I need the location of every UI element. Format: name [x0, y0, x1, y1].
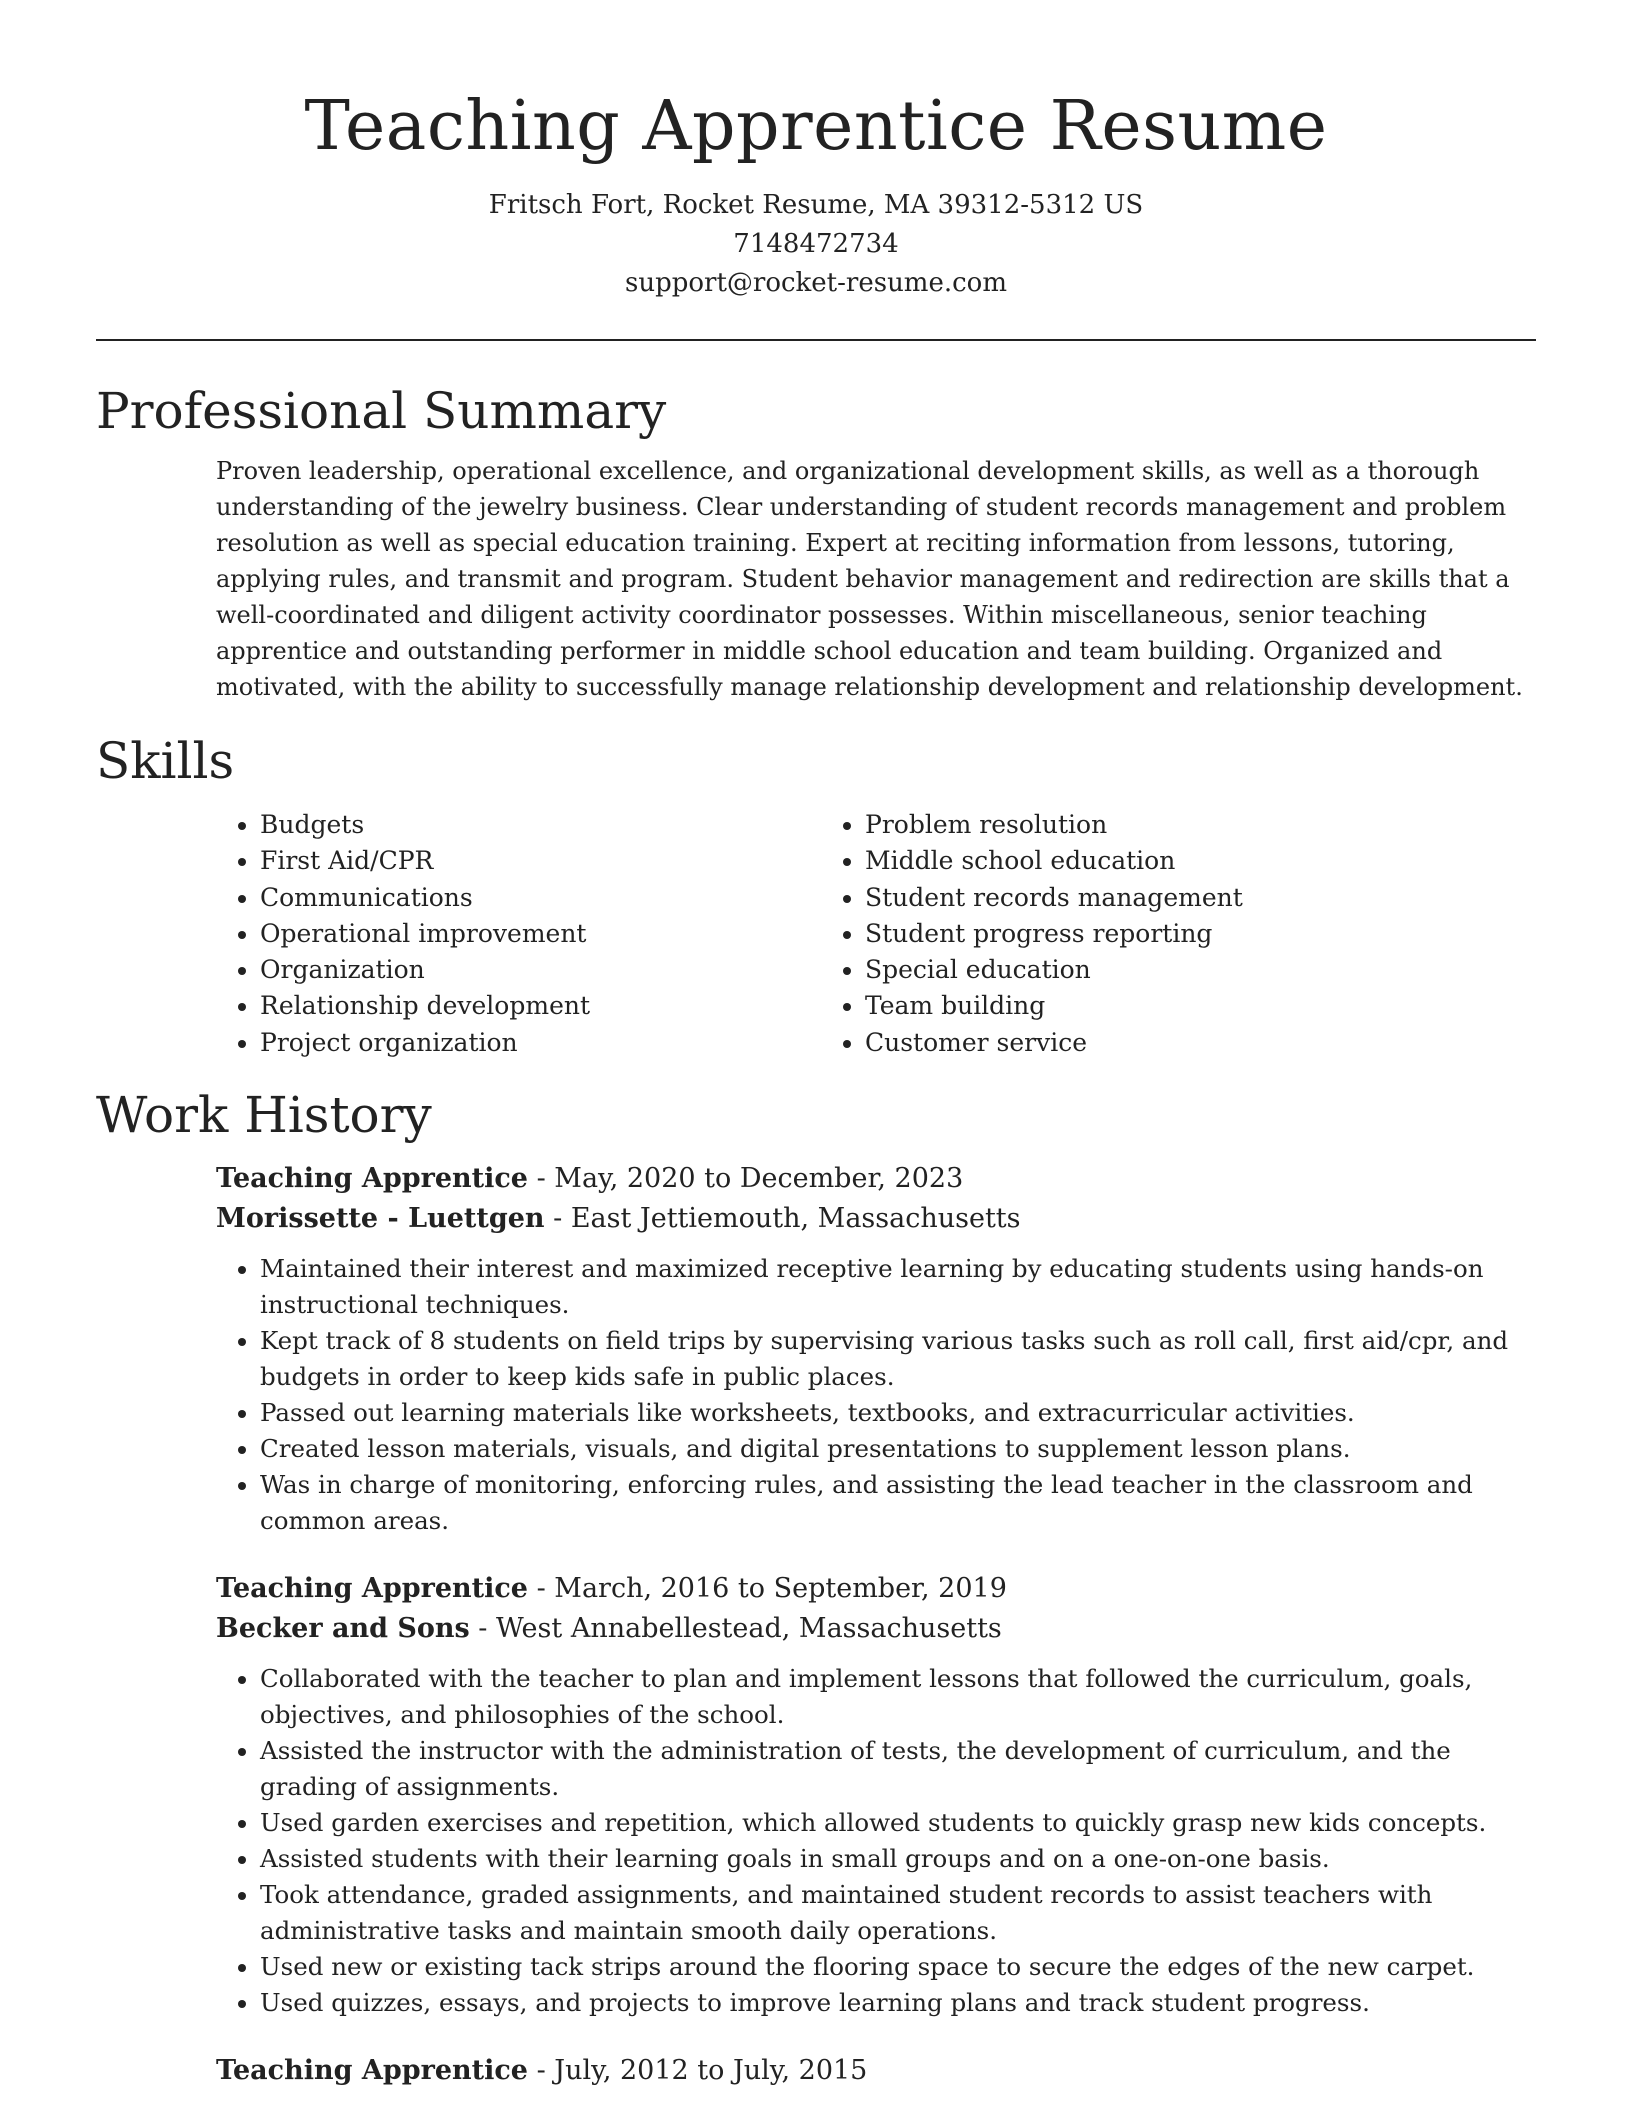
resume-page — [96, 0, 1536, 2112]
job-bullet: • Passed out learning materials like worksheets, textbooks, and extracurricular activities. — [260, 1395, 1536, 1431]
job-entry — [216, 1159, 1536, 1539]
skill-item: • Communications — [260, 880, 821, 916]
contact-block — [96, 186, 1536, 303]
contact-address: Fritsch Fort, Rocket Resume, MA 39312-5312 US — [488, 190, 1144, 220]
job-title: Teaching Apprentice — [216, 2055, 528, 2087]
skill-item: • Customer service — [865, 1025, 1426, 1061]
job-title: Teaching Apprentice — [216, 1163, 528, 1195]
job-bullet: • Used new or existing tack strips around the flooring space to secure the edges of the new carpet. — [260, 1949, 1536, 1985]
job-dates: March, 2016 to September, 2019 — [554, 1573, 1007, 1605]
skills-column-left — [216, 807, 821, 1061]
job-company: Becker and Sons — [216, 1613, 470, 1645]
contact-phone: 7148472734 — [733, 229, 899, 259]
job-bullet: • Maintained their interest and maximized receptive learning by educating students using hands-on instructional techniques. — [260, 1251, 1536, 1323]
job-entry — [216, 2051, 1536, 2091]
skill-item: • Special education — [865, 952, 1426, 988]
job-bullet: • Was in charge of monitoring, enforcing rules, and assisting the lead teacher in the classroom and common areas. — [260, 1467, 1536, 1539]
skill-item: • Student records management — [865, 880, 1426, 916]
contact-email: support@rocket-resume.com — [624, 268, 1007, 298]
header-divider — [96, 339, 1536, 341]
job-bullet: • Used garden exercises and repetition, which allowed students to quickly grasp new kids concepts. — [260, 1805, 1536, 1841]
job-bullet: • Assisted students with their learning goals in small groups and on a one-on-one basis. — [260, 1841, 1536, 1877]
skills-heading: Skills — [96, 732, 235, 790]
skill-item: • Team building — [865, 988, 1426, 1024]
skill-item: • Middle school education — [865, 843, 1426, 879]
job-bullet: • Collaborated with the teacher to plan and implement lessons that followed the curriculum, goals, objectives, and philosophies of the school. — [260, 1661, 1536, 1733]
skill-item: • First Aid/CPR — [260, 843, 821, 879]
job-location: East Jettiemouth, Massachusetts — [570, 1203, 1021, 1235]
skill-item: • Operational improvement — [260, 916, 821, 952]
job-title-line: Teaching Apprentice - July, 2012 to July, 2015 — [216, 2055, 868, 2087]
skill-item: • Budgets — [260, 807, 821, 843]
skill-item: • Project organization — [260, 1025, 821, 1061]
job-company: Morissette - Luettgen — [216, 1203, 545, 1235]
skills-column-right — [821, 807, 1426, 1061]
job-dates: May, 2020 to December, 2023 — [554, 1163, 964, 1195]
skill-item: • Student progress reporting — [865, 916, 1426, 952]
job-bullet: • Kept track of 8 students on field trips by supervising various tasks such as roll call, first aid/cpr, and budgets in order to keep kids safe in public places. — [260, 1323, 1536, 1395]
summary-text: Proven leadership, operational excellence, and organizational development skills, as well as a thorough understanding of the jewelry business. Clear understanding of student records management and problem resolution as well as special education training. Expert at reciting information from lessons, tutoring, applying rules, and transmit and program. Student behavior management and redirection are skills that a well-coordinated and diligent activity coordinator possesses. Within miscellaneous, senior teaching apprentice and outstanding performer in middle school education and team building. Organized and motivated, with the ability to successfully manage relationship development and relationship development. — [216, 457, 1523, 701]
job-title-line: Teaching Apprentice - May, 2020 to December, 2023 — [216, 1163, 964, 1195]
job-entry — [216, 1569, 1536, 2021]
job-bullet: • Assisted the instructor with the administration of tests, the development of curriculum, and the grading of assignments. — [260, 1733, 1536, 1805]
summary-heading: Professional Summary — [96, 382, 667, 440]
work-history-heading: Work History — [96, 1086, 432, 1145]
job-bullet: • Created lesson materials, visuals, and digital presentations to supplement lesson plans. — [260, 1431, 1536, 1467]
job-dates: July, 2012 to July, 2015 — [554, 2055, 868, 2087]
skill-item: • Relationship development — [260, 988, 821, 1024]
job-company-line: Becker and Sons - West Annabellestead, Massachusetts — [216, 1613, 1002, 1645]
job-bullet: • Took attendance, graded assignments, and maintained student records to assist teachers with administrative tasks and maintain smooth daily operations. — [260, 1877, 1536, 1949]
job-company-line: Morissette - Luettgen - East Jettiemouth, Massachusetts — [216, 1203, 1021, 1235]
job-bullet: • Used quizzes, essays, and projects to improve learning plans and track student progress. — [260, 1985, 1536, 2021]
job-bullets — [216, 1251, 1536, 1539]
skill-item: • Organization — [260, 952, 821, 988]
job-bullets — [216, 1661, 1536, 2021]
job-title-line: Teaching Apprentice - March, 2016 to September, 2019 — [216, 1573, 1007, 1605]
job-title: Teaching Apprentice — [216, 1573, 528, 1605]
skill-item: • Problem resolution — [865, 807, 1426, 843]
job-location: West Annabellestead, Massachusetts — [496, 1613, 1002, 1645]
resume-header — [96, 0, 1536, 303]
skills-list — [216, 807, 1536, 1061]
resume-title: Teaching Apprentice Resume — [304, 87, 1328, 166]
